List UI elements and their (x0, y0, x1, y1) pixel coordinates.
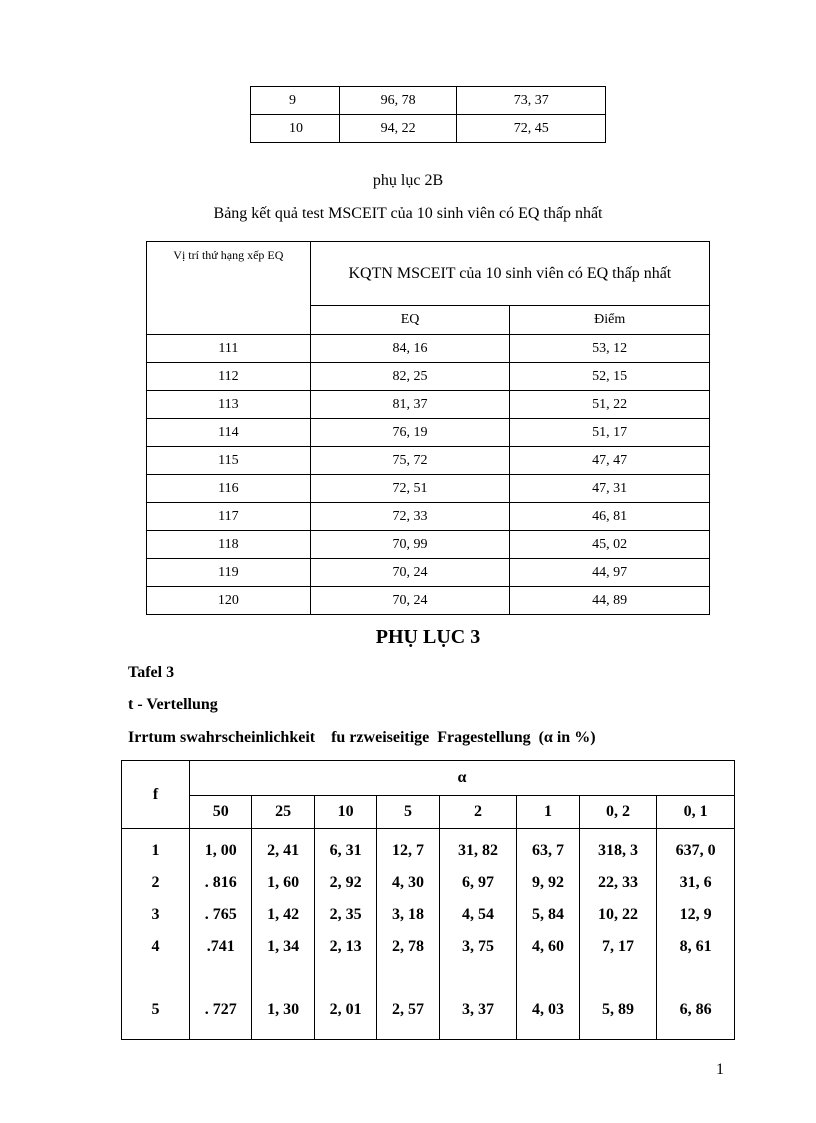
rank-column-header: Vị trí thứ hạng xếp EQ (147, 242, 311, 335)
table-row (147, 587, 710, 615)
table-cell: 2, 57 (377, 963, 439, 1040)
table-cell: 52, 15 (510, 363, 710, 391)
page-number: 1 (716, 1061, 724, 1078)
table-cell: 113 (147, 391, 311, 419)
eq-column-header: EQ (310, 306, 510, 335)
table-cell: 6, 97 (439, 867, 517, 899)
table-cell: 2, 78 (377, 931, 439, 963)
alpha-level-cell: 5 (377, 796, 439, 829)
tafel-label: Tafel 3 (128, 664, 175, 681)
table-cell: 22, 33 (579, 867, 657, 899)
table-cell: 112 (147, 363, 311, 391)
table-row (251, 87, 606, 115)
table-cell: 1, 60 (252, 867, 314, 899)
table-cell: 2, 35 (314, 899, 376, 931)
f-column-header: f (122, 761, 190, 829)
table-cell: 1 (122, 829, 190, 868)
table-cell: 8, 61 (657, 931, 735, 963)
table-cell: 63, 7 (517, 829, 579, 868)
table-cell: 2, 13 (314, 931, 376, 963)
table-cell: 1, 30 (252, 963, 314, 1040)
table-row (122, 829, 735, 868)
table-cell: 4, 30 (377, 867, 439, 899)
table-cell: 2 (122, 867, 190, 899)
alpha-level-cell: 10 (314, 796, 376, 829)
table-cell: 1, 34 (252, 931, 314, 963)
table-cell: 9, 92 (517, 867, 579, 899)
table-cell: 3, 18 (377, 899, 439, 931)
table-cell: 6, 31 (314, 829, 376, 868)
table-cell: 31, 82 (439, 829, 517, 868)
table-cell: 44, 97 (510, 559, 710, 587)
table-cell: 6, 86 (657, 963, 735, 1040)
table-row (147, 335, 710, 363)
table-row (147, 391, 710, 419)
table-cell: . 816 (190, 867, 252, 899)
table-cell: 1, 42 (252, 899, 314, 931)
table-cell: 5, 89 (579, 963, 657, 1040)
alpha-level-cell: 2 (439, 796, 517, 829)
table-cell: . 765 (190, 899, 252, 931)
alpha-levels-row (122, 796, 735, 829)
table-cell: 46, 81 (510, 503, 710, 531)
table-row (147, 363, 710, 391)
table-cell: 10 (251, 115, 340, 143)
table-cell: 5, 84 (517, 899, 579, 931)
table-cell: 4, 60 (517, 931, 579, 963)
table-cell: 1, 00 (190, 829, 252, 868)
table-cell: 47, 31 (510, 475, 710, 503)
table-cell: 70, 24 (310, 587, 510, 615)
results-group-header: KQTN MSCEIT của 10 sinh viên có EQ thấp nhất (310, 242, 709, 306)
table-cell: 96, 78 (339, 87, 457, 115)
table-cell: 70, 99 (310, 531, 510, 559)
table-cell: 3 (122, 899, 190, 931)
ranking-table-body (251, 87, 606, 143)
table-cell: 5 (122, 963, 190, 1040)
table-cell: .741 (190, 931, 252, 963)
table-cell: 120 (147, 587, 311, 615)
table-cell: 115 (147, 447, 311, 475)
table-row (147, 447, 710, 475)
table-cell: 45, 02 (510, 531, 710, 559)
table-row (122, 963, 735, 1040)
table-cell: 82, 25 (310, 363, 510, 391)
appendix-2b-heading: phụ lục 2B (372, 172, 444, 189)
table-cell: 47, 47 (510, 447, 710, 475)
table-cell: 12, 7 (377, 829, 439, 868)
table-cell: 2, 41 (252, 829, 314, 868)
table-cell: 10, 22 (579, 899, 657, 931)
alpha-level-cell: 1 (517, 796, 579, 829)
alpha-level-cell: 50 (190, 796, 252, 829)
table-row (147, 531, 710, 559)
table-cell: 81, 37 (310, 391, 510, 419)
distribution-label: t - Vertellung (128, 696, 218, 713)
table-cell: 637, 0 (657, 829, 735, 868)
table-cell: 4, 54 (439, 899, 517, 931)
table-cell: 75, 72 (310, 447, 510, 475)
table-cell: 116 (147, 475, 311, 503)
table-row (147, 559, 710, 587)
table-cell: 2, 92 (314, 867, 376, 899)
table-cell: 3, 37 (439, 963, 517, 1040)
table-cell: 318, 3 (579, 829, 657, 868)
table-cell: 84, 16 (310, 335, 510, 363)
table-row (251, 115, 606, 143)
msceit-table-body (147, 335, 710, 615)
table-cell: 51, 17 (510, 419, 710, 447)
alpha-level-cell: 0, 2 (579, 796, 657, 829)
table-cell: 12, 9 (657, 899, 735, 931)
msceit-results-table (146, 241, 710, 615)
table-row (147, 475, 710, 503)
table-row (147, 503, 710, 531)
table-cell: 7, 17 (579, 931, 657, 963)
table-row (122, 931, 735, 963)
table-row (122, 899, 735, 931)
table-cell: 4, 03 (517, 963, 579, 1040)
table-cell: 70, 24 (310, 559, 510, 587)
table-cell: 94, 22 (339, 115, 457, 143)
appendix-3-heading: PHỤ LỤC 3 (375, 626, 481, 648)
table-cell: 44, 89 (510, 587, 710, 615)
table-cell: 72, 51 (310, 475, 510, 503)
table-cell: 9 (251, 87, 340, 115)
table-cell: . 727 (190, 963, 252, 1040)
table-cell: 119 (147, 559, 311, 587)
table-cell: 53, 12 (510, 335, 710, 363)
table-cell: 118 (147, 531, 311, 559)
t-table-body (122, 829, 735, 1040)
table-cell: 3, 75 (439, 931, 517, 963)
table-cell: 111 (147, 335, 311, 363)
table-cell: 73, 37 (457, 87, 606, 115)
table-cell: 4 (122, 931, 190, 963)
table-cell: 72, 33 (310, 503, 510, 531)
table-cell: 51, 22 (510, 391, 710, 419)
table-row (122, 867, 735, 899)
alpha-level-cell: 0, 1 (657, 796, 735, 829)
table-row (147, 419, 710, 447)
alpha-header: α (190, 761, 735, 796)
table-cell: 2, 01 (314, 963, 376, 1040)
table-cell: 117 (147, 503, 311, 531)
score-column-header: Điểm (510, 306, 710, 335)
table-cell: 76, 19 (310, 419, 510, 447)
table-cell: 114 (147, 419, 311, 447)
t-table-description: Irrtum swahrscheinlichkeit fu rzweiseitige Fragestellung (α in %) (128, 729, 596, 746)
table-cell: 72, 45 (457, 115, 606, 143)
table-cell: 31, 6 (657, 867, 735, 899)
ranking-table-continued (250, 86, 606, 143)
msceit-table-caption: Bảng kết quả test MSCEIT của 10 sinh viên có EQ thấp nhất (213, 205, 603, 222)
alpha-level-cell: 25 (252, 796, 314, 829)
t-distribution-table (121, 760, 735, 1040)
